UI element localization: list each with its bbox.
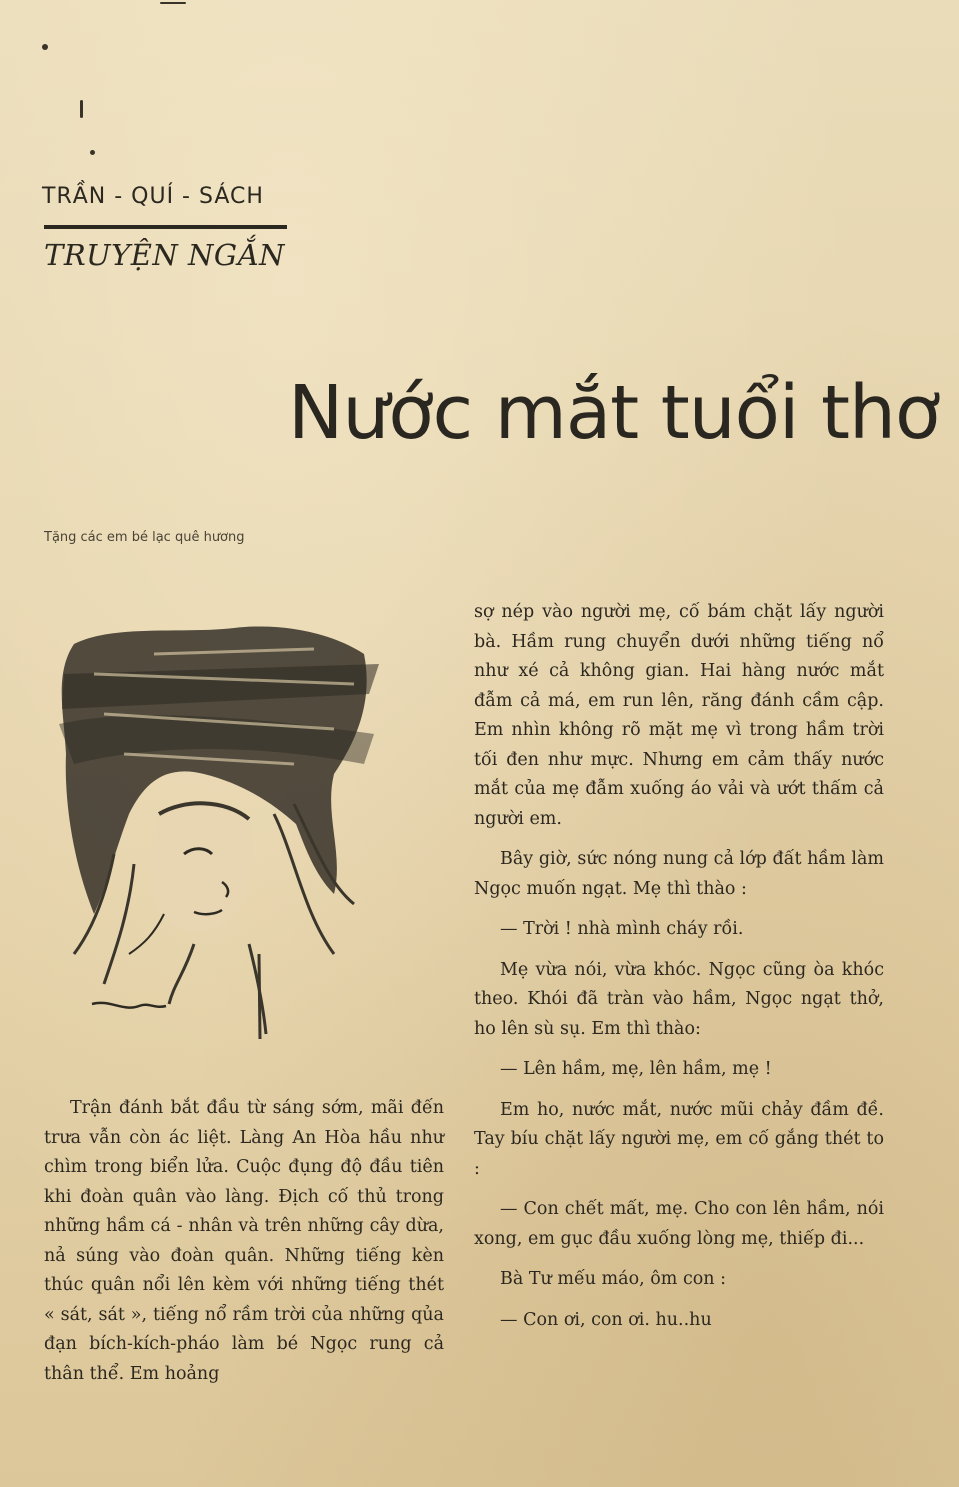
paragraph: Bà Tư mếu máo, ôm con : <box>500 1269 727 1289</box>
paragraph: Mẹ vừa nói, vừa khóc. Ngọc cũng òa khóc theo. Khói đã tràn vào hầm, Ngọc ngạt thở, ho lên sù sụ. Em thì thào: <box>474 959 884 1039</box>
print-speck <box>42 44 48 50</box>
paragraph: Em ho, nước mắt, nước mũi chảy đầm đề. Tay bíu chặt lấy người mẹ, em cố gắng thét to : <box>474 1099 884 1179</box>
girl-portrait-sketch-icon <box>34 614 394 1044</box>
dialogue-line: — Con ơi, con ơi. hu..hu <box>500 1309 712 1330</box>
left-text-column <box>44 1094 444 1400</box>
story-title: Nước mắt tuổi thơ <box>288 370 940 456</box>
author-name: TRẦN - QUÍ - SÁCH <box>42 184 264 209</box>
paragraph: sợ nép vào người mẹ, cố bám chặt lấy người bà. Hầm rung chuyển dưới những tiếng nổ như xé cả không gian. Hai hàng nước mắt đẫm cả má, em run lên, răng đánh cầm cập. Em nhìn không rõ mặt mẹ vì trong hầm trời tối đen như mực. Nhưng em cảm thấy nước mắt của mẹ đẫm xuống áo vải và ướt thấm cả người em. <box>474 602 884 829</box>
print-speck <box>90 150 95 155</box>
right-text-column <box>474 598 884 1346</box>
dialogue-line: — Trời ! nhà mình cháy rồi. <box>500 919 744 939</box>
print-speck <box>80 100 83 118</box>
header-rule <box>44 225 287 229</box>
paragraph: Bây giờ, sức nóng nung cả lớp đất hầm làm Ngọc muốn ngạt. Mẹ thì thào : <box>474 849 884 899</box>
dialogue-line: — Lên hầm, mẹ, lên hầm, mẹ ! <box>500 1059 772 1079</box>
print-speck <box>160 2 186 4</box>
paragraph: Trận đánh bắt đầu từ sáng sớm, mãi đến trưa vẫn còn ác liệt. Làng An Hòa hầu như chìm trong biển lửa. Cuộc đụng độ đầu tiên khi đoàn quân vào làng. Địch cố thủ trong những hầm cá - nhân và trên những cây dừa, nả súng vào đoàn quân. Những tiếng kèn thúc quân nổi lên kèm với những tiếng thét « sát, sát », tiếng nổ rầm trời của những qủa đạn bích-kích-pháo làm bé Ngọc rung cả thân thể. Em hoảng <box>44 1098 444 1384</box>
dialogue-line: — Con chết mất, mẹ. Cho con lên hầm, nói xong, em gục đầu xuống lòng mẹ, thiếp đi... <box>474 1199 884 1249</box>
genre-label: TRUYỆN NGẮN <box>44 238 285 272</box>
dedication: Tặng các em bé lạc quê hương <box>44 530 245 545</box>
